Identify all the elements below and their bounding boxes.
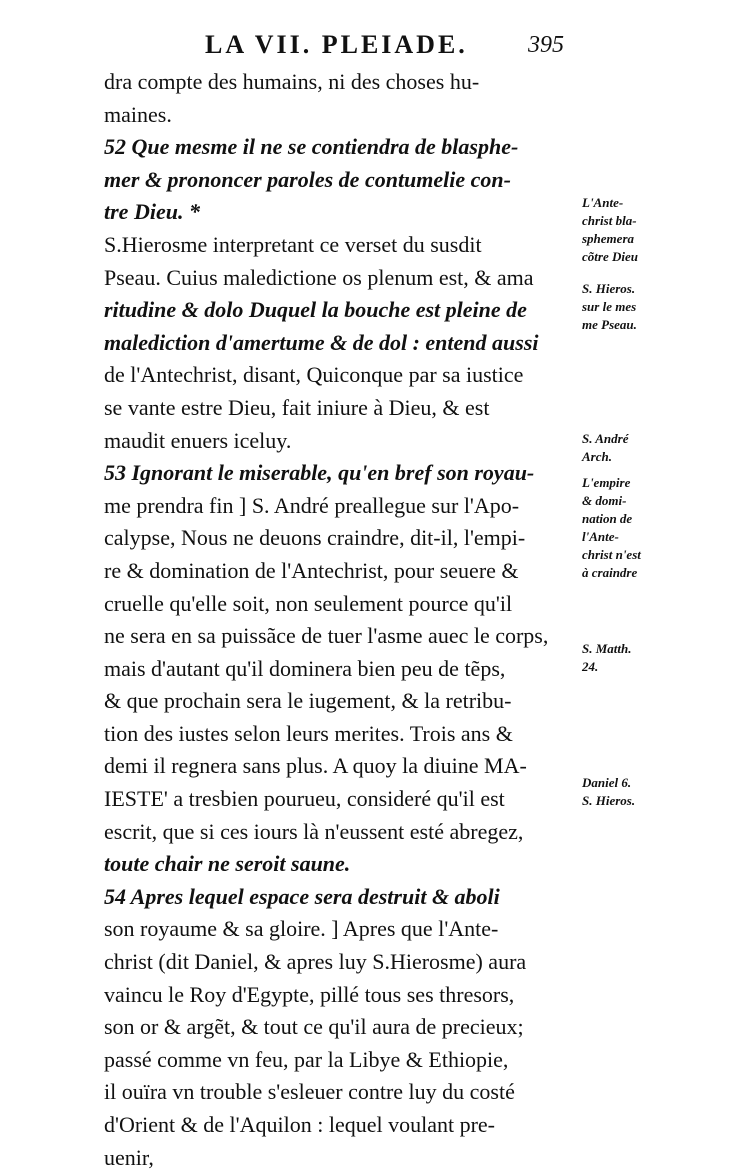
- margin-note-line: L'empire: [582, 475, 631, 490]
- text-line: il ouïra vn trouble s'esleuer contre luy du costé: [104, 1079, 515, 1105]
- margin-note: [582, 474, 641, 582]
- margin-note-line: S. Hieros.: [582, 793, 636, 808]
- margin-note-line: l'Ante-: [582, 529, 619, 544]
- text-line: 54 Apres lequel espace sera destruit & aboli: [104, 883, 500, 909]
- text-line: 53 Ignorant le miserable, qu'en bref son royau-: [104, 460, 535, 486]
- margin-note: [582, 640, 632, 676]
- text-line: de l'Antechrist, disant, Quiconque par sa iustice: [104, 362, 524, 388]
- text-line: Pseau. Cuius maledictione os plenum est, & ama: [104, 264, 534, 290]
- text-line: mais d'autant qu'il dominera bien peu de tẽps,: [104, 655, 506, 681]
- text-line: son royaume & sa gloire. ] Apres que l'Ante-: [104, 916, 499, 942]
- margin-note: [582, 774, 635, 810]
- margin-note-line: S. Hieros.: [582, 281, 636, 296]
- text-line: cruelle qu'elle soit, non seulement pource qu'il: [104, 590, 513, 616]
- text-line: christ (dit Daniel, & apres luy S.Hierosme) aura: [104, 949, 527, 975]
- margin-note: [582, 194, 638, 266]
- text-line: passé comme vn feu, par la Libye & Ethiopie,: [104, 1046, 509, 1072]
- text-line: toute chair ne seroit saune.: [104, 851, 351, 877]
- text-line: mer & prononcer paroles de contumelie con-: [104, 166, 511, 192]
- text-line: tre Dieu. *: [104, 199, 200, 225]
- margin-note-line: Daniel 6.: [582, 775, 632, 790]
- text-line: & que prochain sera le iugement, & la retribu-: [104, 688, 512, 714]
- margin-note-line: christ bla-: [582, 213, 637, 228]
- text-line: tion des iustes selon leurs merites. Trois ans &: [104, 720, 513, 746]
- text-line: ritudine & dolo Duquel la bouche est pleine de: [104, 297, 527, 323]
- margin-note-line: S. André: [582, 431, 629, 446]
- text-line: ne sera en sa puissãce de tuer l'asme auec le corps,: [104, 623, 549, 649]
- margin-notes: [582, 0, 732, 1024]
- text-line: maines.: [104, 101, 172, 127]
- margin-note-line: 24.: [582, 659, 599, 674]
- margin-note-line: christ n'est: [582, 547, 641, 562]
- margin-note-line: sphemera: [582, 231, 634, 246]
- text-line: S.Hierosme interpretant ce verset du susdit: [104, 231, 482, 257]
- margin-note-line: S. Matth.: [582, 641, 632, 656]
- margin-note: [582, 430, 628, 466]
- text-line: dra compte des humains, ni des choses hu-: [104, 69, 480, 94]
- text-line: uenir,: [104, 1144, 154, 1170]
- text-line: calypse, Nous ne deuons craindre, dit-il, l'empi-: [104, 525, 526, 551]
- body-text: [104, 66, 584, 1174]
- text-line: se vante estre Dieu, fait iniure à Dieu, & est: [104, 394, 490, 420]
- margin-note-line: nation de: [582, 511, 633, 526]
- text-line: escrit, que si ces iours là n'eussent esté abregez,: [104, 818, 524, 844]
- text-line: 52 Que mesme il ne se contiendra de blasphe-: [104, 134, 519, 160]
- margin-note: [582, 280, 637, 334]
- text-line: re & domination de l'Antechrist, pour seuere &: [104, 557, 519, 583]
- text-line: d'Orient & de l'Aquilon : lequel voulant pre-: [104, 1112, 496, 1137]
- text-line: son or & argẽt, & tout ce qu'il aura de precieux;: [104, 1014, 524, 1040]
- text-line: me prendra fin ] S. André preallegue sur l'Apo-: [104, 492, 520, 518]
- text-line: demi il regnera sans plus. A quoy la diuine MA-: [104, 753, 527, 779]
- page-number: 395: [528, 32, 564, 58]
- margin-note-line: cõtre Dieu: [582, 249, 638, 264]
- text-line: malediction d'amertume & de dol : entend aussi: [104, 329, 539, 355]
- text-line: vaincu le Roy d'Egypte, pillé tous ses thresors,: [104, 981, 515, 1007]
- margin-note-line: Arch.: [582, 449, 612, 464]
- margin-note-line: me Pseau.: [582, 317, 637, 332]
- margin-note-line: & domi-: [582, 493, 627, 508]
- margin-note-line: à craindre: [582, 565, 638, 580]
- text-line: IESTE' a tresbien pourueu, consideré qu'il est: [104, 786, 505, 812]
- running-head-title: LA VII. PLEIADE.: [205, 30, 468, 59]
- margin-note-line: L'Ante-: [582, 195, 624, 210]
- margin-note-line: sur le mes: [582, 299, 637, 314]
- text-line: maudit enuers iceluy.: [104, 427, 292, 453]
